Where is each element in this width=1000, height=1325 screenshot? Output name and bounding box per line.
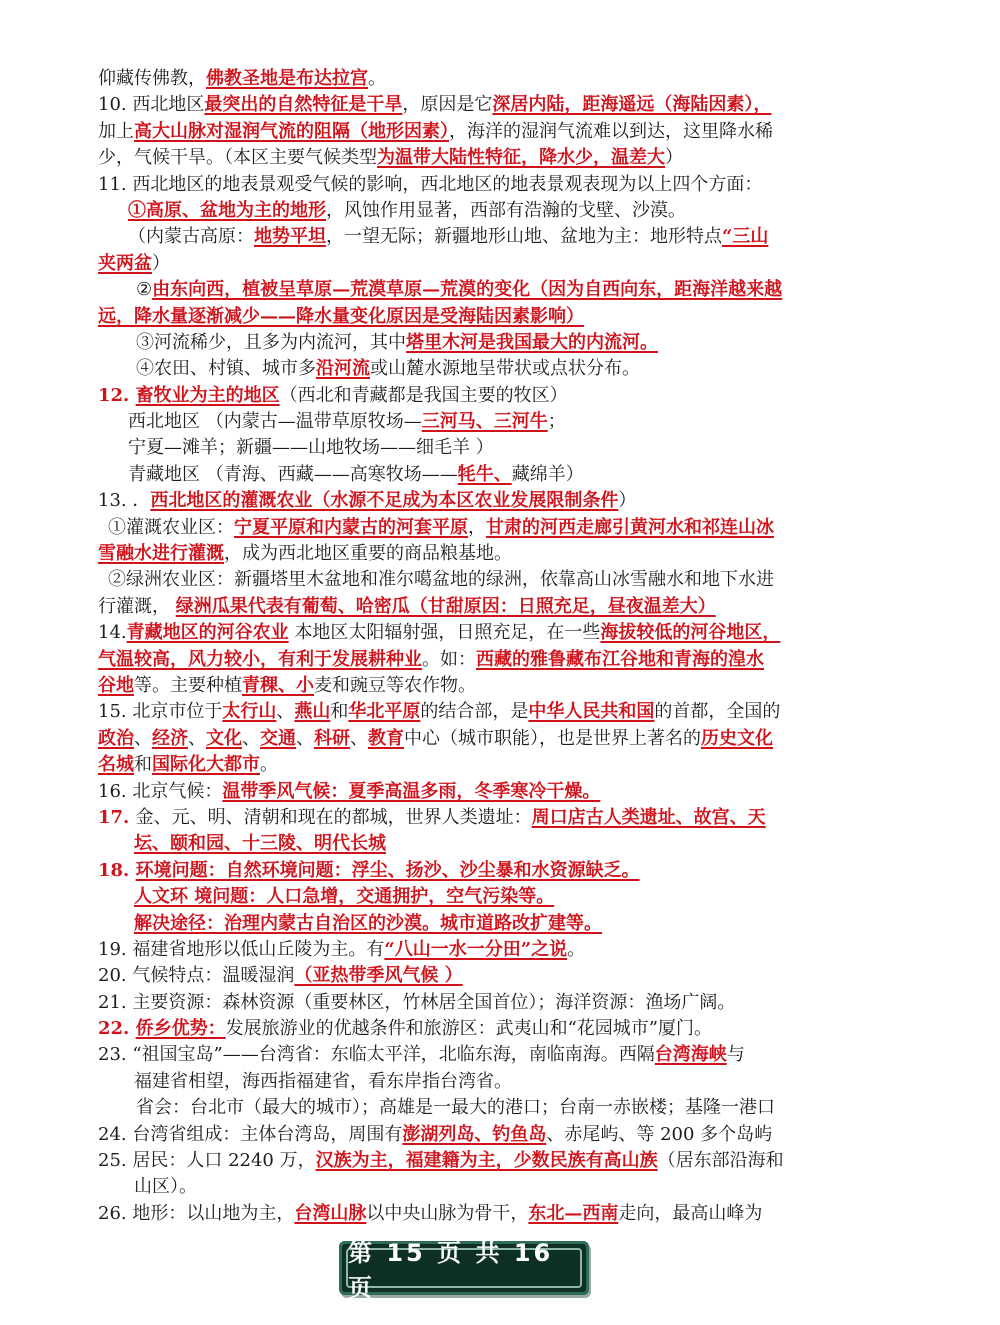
text-line <box>98 1069 858 1095</box>
text-span: 21. 主要资源：森林资源（重要林区，竹林居全国首位）；海洋资源：渔场广阔。 <box>98 991 736 1013</box>
text-span: 22. <box>98 1018 136 1040</box>
text-span: ） <box>152 252 170 274</box>
text-span: 12. <box>98 384 136 406</box>
text-span: 、 <box>242 727 260 749</box>
text-line <box>98 1042 858 1068</box>
page-number-badge <box>339 1239 589 1302</box>
highlighted-text: 环境问题：自然环境问题：浮尘、扬沙、沙尘暴和水资源缺乏。 <box>135 859 640 881</box>
highlighted-text: 名城 <box>98 754 134 776</box>
text-line <box>98 858 858 884</box>
text-line <box>98 383 858 409</box>
text-line <box>98 92 858 118</box>
text-span: 23. “祖国宝岛”——台湾省：东临太平洋，北临东海，南临南海。西隔 <box>98 1044 655 1066</box>
text-span: 青藏地区 （青海、西藏——高寒牧场—— <box>128 463 458 485</box>
highlighted-text: 交通 <box>260 727 296 749</box>
highlighted-text: 太行山 <box>222 701 277 723</box>
text-line <box>98 409 858 435</box>
highlighted-text: 甘肃的河西走廊引黄河水和祁连山冰 <box>486 516 774 538</box>
text-line <box>98 515 858 541</box>
text-span: 13. ． <box>98 490 151 512</box>
highlighted-text: 华北平原 <box>348 701 421 723</box>
highlighted-text: “三山 <box>722 226 769 248</box>
text-span: 、 <box>350 727 368 749</box>
highlighted-text: 温带季风气候：夏季高温多雨，冬季寒冷干燥。 <box>222 780 601 802</box>
highlighted-text: 澎湖列岛、钓鱼岛 <box>402 1123 547 1145</box>
text-line <box>98 66 858 92</box>
text-span: 16. 北京气候： <box>98 780 223 802</box>
text-span: 17. <box>98 806 136 828</box>
highlighted-text: 深居内陆，距海遥远（海陆因素）， <box>492 94 772 116</box>
highlighted-text: 经济 <box>152 727 188 749</box>
highlighted-text: 高大山脉对湿润气流的阻隔（地形因素） <box>134 120 449 142</box>
text-line <box>98 594 858 620</box>
text-line <box>98 937 858 963</box>
text-line <box>98 435 858 461</box>
text-span: 和 <box>134 754 152 776</box>
text-span: ，一望无际；新疆地形山地、盆地为主：地形特点 <box>326 226 722 248</box>
text-span: 发展旅游业的优越条件和旅游区：武夷山和“花园城市”厦门。 <box>225 1018 712 1040</box>
text-span: 15. 北京市位于 <box>98 701 223 723</box>
text-line <box>98 673 858 699</box>
text-span: 和 <box>330 701 349 723</box>
highlighted-text: 牦牛、 <box>457 463 512 485</box>
highlighted-text: （亚热带季风气候 ） <box>294 965 463 987</box>
text-span: 麦和豌豆等农作物。 <box>314 674 476 696</box>
text-line <box>98 567 858 593</box>
highlighted-text: 侨乡优势： <box>135 1018 226 1040</box>
highlighted-text: ①高原、盆地为主的地形 <box>128 199 326 221</box>
highlighted-text: 夹两盆 <box>98 252 152 274</box>
highlighted-text: 三河马、三河牛 <box>421 411 548 433</box>
highlighted-text: 由东向西，植被呈草原—荒漠草原—荒漠的变化（因为自西向东，距海洋越来越 <box>152 279 783 301</box>
text-span: 的首都，全国的 <box>654 701 781 723</box>
text-span: （居东部沿海和 <box>657 1150 784 1172</box>
highlighted-text: 青藏地区的河谷农业 <box>126 622 289 644</box>
text-span: 、 <box>134 727 152 749</box>
text-line <box>98 1122 858 1148</box>
highlighted-text: 佛教圣地是布达拉宫 <box>206 68 368 89</box>
text-span: ③河流稀少，且多为内流河，其中 <box>136 331 406 353</box>
highlighted-text: 为温带大陆性特征，降水少，温差大 <box>377 147 665 169</box>
highlighted-text: 科研 <box>314 727 350 749</box>
highlighted-text: 最突出的自然特征是干旱 <box>204 94 403 116</box>
highlighted-text: 东北—西南 <box>528 1202 619 1224</box>
text-line <box>98 779 858 805</box>
text-span: ，海洋的湿润气流难以到达，这里降水稀 <box>449 120 773 142</box>
text-span: 宁夏—滩羊；新疆——山地牧场——细毛羊 ） <box>128 437 494 459</box>
text-span: （西北和青藏都是我国主要的牧区） <box>279 384 568 406</box>
text-span: 25. 居民：人口 2240 万， <box>98 1150 316 1172</box>
text-line <box>98 726 858 752</box>
highlighted-text: 燕山 <box>294 701 331 723</box>
text-line <box>98 911 858 937</box>
document-body <box>98 66 858 1227</box>
highlighted-text: 畜牧业为主的地区 <box>135 384 280 406</box>
text-line <box>98 224 858 250</box>
highlighted-text: 坛、颐和园、十三陵、明代长城 <box>134 833 386 855</box>
text-span: 、赤尾屿、等 200 多个岛屿 <box>546 1123 773 1145</box>
highlighted-text: 西藏的雅鲁藏布江谷地和青海的湟水 <box>476 648 764 670</box>
text-span: 金、元、明、清朝和现在的都城，世界人类遗址： <box>135 806 532 828</box>
text-span: ② <box>136 279 153 301</box>
highlighted-text: 谷地 <box>98 674 134 696</box>
text-line <box>98 805 858 831</box>
text-span: 山区）。 <box>134 1176 197 1198</box>
text-line <box>98 831 858 857</box>
highlighted-text: 地势平坦 <box>254 226 326 248</box>
text-span: ②绿洲农业区：新疆塔里木盆地和准尔噶盆地的绿洲，依靠高山冰雪融水和地下水进 <box>108 569 774 591</box>
text-span: 26. 地形：以山地为主， <box>98 1202 295 1224</box>
text-span: 行灌溉， <box>98 595 176 617</box>
text-line <box>98 462 858 488</box>
text-span: 西北地区 （内蒙古—温带草原牧场— <box>128 411 422 433</box>
highlighted-text: 政治 <box>98 727 134 749</box>
highlighted-text: 历史文化 <box>701 727 773 749</box>
text-span: 14. <box>98 622 127 644</box>
text-span: 本地区太阳辐射强，日照充足，在一些 <box>288 622 601 644</box>
text-span: 福建省相望，海西指福建省，看东岸指台湾省。 <box>134 1070 512 1092</box>
text-line <box>98 620 858 646</box>
text-line <box>98 277 858 303</box>
text-line <box>98 172 858 198</box>
text-line <box>98 752 858 778</box>
highlighted-text: 塔里木河是我国最大的内流河。 <box>406 331 658 353</box>
text-line <box>98 356 858 382</box>
text-line <box>98 251 858 277</box>
text-line <box>98 119 858 145</box>
text-span: 、 <box>296 727 314 749</box>
text-span: 以中央山脉为骨干， <box>366 1202 529 1224</box>
text-span: 11. 西北地区的地表景观受气候的影响，西北地区的地表景观表现为以上四个方面： <box>98 173 763 195</box>
text-span: 省会：台北市（最大的城市）；高雄是一最大的港口；台南一赤嵌楼；基隆一港口 <box>136 1097 775 1119</box>
text-span: 、 <box>188 727 206 749</box>
text-span: ） <box>665 147 683 169</box>
highlighted-text: 远，降水量逐渐减少——降水量变化原因是受海陆因素影响） <box>98 305 584 327</box>
highlighted-text: 解决途径：治理内蒙古自治区的沙漠。城市道路改扩建等。 <box>134 912 602 934</box>
text-span: 藏绵羊） <box>511 463 584 485</box>
highlighted-text: 教育 <box>368 727 404 749</box>
text-span: ①灌溉农业区： <box>108 516 234 538</box>
highlighted-text: 气温较高，风力较小，有利于发展耕种业 <box>98 648 422 670</box>
text-line <box>98 647 858 673</box>
text-line <box>98 541 858 567</box>
text-span: 走向，最高山峰为 <box>618 1202 763 1224</box>
text-span: 等。主要种植 <box>134 674 242 696</box>
text-span: 19. 福建省地形以低山丘陵为主。有 <box>98 938 385 960</box>
text-span: 20. 气候特点：温暖湿润 <box>98 965 295 987</box>
text-span: 18. <box>98 859 136 881</box>
text-span: 24. 台湾省组成：主体台湾岛，周围有 <box>98 1123 403 1145</box>
page-number-label: 第 15 页 共 16 页 <box>346 1248 582 1288</box>
highlighted-text: 中华人民共和国 <box>528 701 655 723</box>
text-line <box>98 488 858 514</box>
text-span: ④农田、村镇、城市多 <box>136 358 316 380</box>
highlighted-text: 台湾山脉 <box>294 1202 367 1224</box>
highlighted-text: 青稞、小 <box>242 674 314 696</box>
text-line <box>98 330 858 356</box>
text-line <box>98 145 858 171</box>
text-line <box>98 990 858 1016</box>
text-line <box>98 1095 858 1121</box>
text-span: 或山麓水源地呈带状或点状分布。 <box>370 358 640 380</box>
text-span: ，原因是它 <box>402 94 493 116</box>
text-line <box>98 699 858 725</box>
text-span: 中心（城市职能），也是世界上著名的 <box>404 727 701 749</box>
highlighted-text: 海拔较低的河谷地区， <box>600 622 781 644</box>
text-line <box>98 304 858 330</box>
text-span: 的结合部，是 <box>420 701 529 723</box>
text-span: 。 <box>368 68 386 89</box>
text-span: 10. 西北地区 <box>98 94 205 116</box>
text-span: 。 <box>260 754 278 776</box>
text-line <box>98 884 858 910</box>
highlighted-text: 周口店古人类遗址、故宫、天 <box>531 806 766 828</box>
text-span: 少，气候干旱。（本区主要气候类型 <box>98 147 377 169</box>
highlighted-text: 沿河流 <box>316 358 370 380</box>
text-span: 加上 <box>98 120 134 142</box>
text-line <box>98 1016 858 1042</box>
text-span: 与 <box>726 1044 745 1066</box>
text-span: ，成为西北地区重要的商品粮基地。 <box>224 543 512 565</box>
text-span: 仰藏传佛教， <box>98 68 206 89</box>
text-line <box>98 198 858 224</box>
highlighted-text: 文化 <box>206 727 242 749</box>
text-span: ） <box>618 490 637 512</box>
text-span: ，风蚀作用显著，西部有浩瀚的戈壁、沙漠。 <box>326 199 686 221</box>
highlighted-text: 雪融水进行灌溉 <box>98 543 224 565</box>
highlighted-text: 宁夏平原和内蒙古的河套平原 <box>234 516 468 538</box>
text-span: 、 <box>276 701 295 723</box>
highlighted-text: 国际化大都市 <box>152 754 260 776</box>
highlighted-text: 汉族为主，福建籍为主，少数民族有高山族 <box>315 1150 658 1172</box>
highlighted-text: 西北地区的灌溉农业（水源不足成为本区农业发展限制条件 <box>150 490 619 512</box>
highlighted-text: 人文环 境问题：人口急增，交通拥护，空气污染等。 <box>134 886 555 908</box>
text-line <box>98 963 858 989</box>
highlighted-text: “八山一水一分田”之说 <box>384 938 568 960</box>
text-span: ； <box>547 411 566 433</box>
highlighted-text: 绿洲瓜果代表有葡萄、哈密瓜（甘甜原因：日照充足，昼夜温差大） <box>175 595 716 617</box>
text-span: 。 <box>567 938 586 960</box>
highlighted-text: 台湾海峡 <box>654 1044 727 1066</box>
text-span: 。如： <box>422 648 476 670</box>
text-span: （内蒙古高原： <box>128 226 254 248</box>
text-line <box>98 1148 858 1174</box>
text-line <box>98 1201 858 1227</box>
text-span: ， <box>468 516 486 538</box>
text-line <box>98 1174 858 1200</box>
